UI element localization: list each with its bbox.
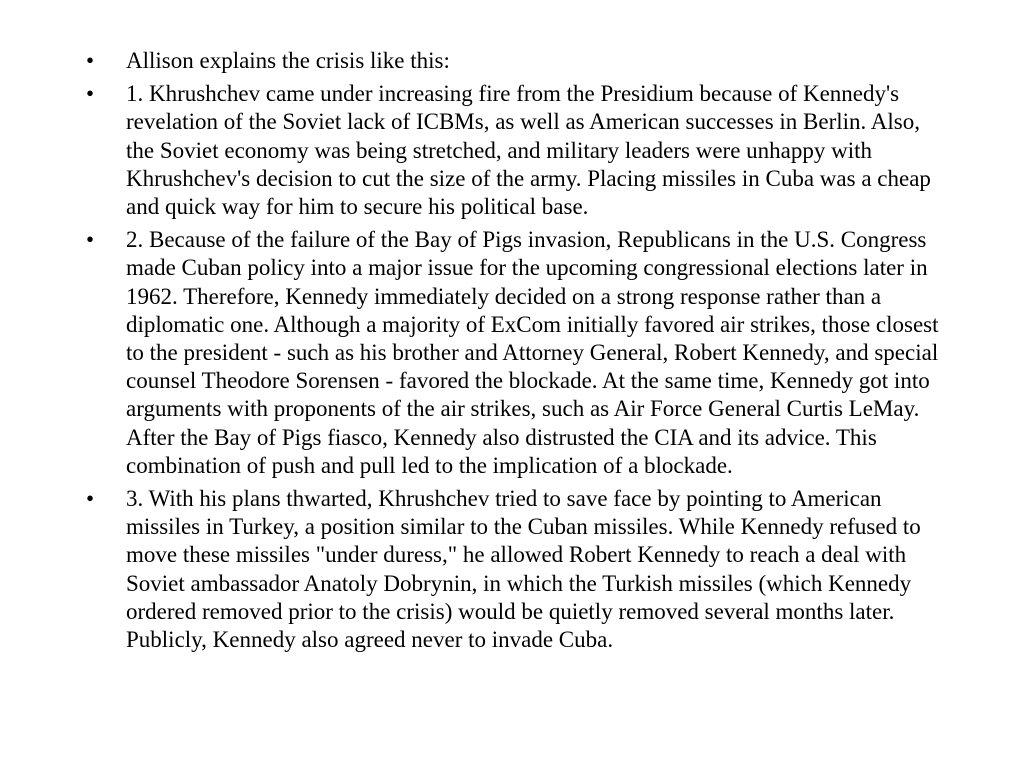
bullet-icon: • — [86, 227, 95, 253]
bullet-icon: • — [86, 81, 95, 107]
bullet-icon: • — [86, 48, 95, 73]
bullet-item-point-3 — [86, 485, 946, 654]
bullet-item-point-1 — [86, 80, 946, 221]
bullet-item-intro — [86, 47, 946, 75]
bullet-list — [86, 47, 946, 659]
bullet-text: Allison explains the crisis like this: — [126, 48, 450, 73]
bullet-text: 2. Because of the failure of the Bay of Pigs invasion, Republicans in the U.S. Congress made Cuban policy into a major issue for the upcoming congressional elections later in 1962. Therefore, Kennedy immediately decided on a strong response rather than a diplomatic one. Although a majority of ExCom initially favored air strikes, those closest to the president - such as his brother and Attorney General, Robert Kennedy, and special counsel Theodore Sorensen - favored the blockade. At the same time, Kennedy got into arguments with proponents of the air strikes, such as Air Force General Curtis LeMay. After the Bay of Pigs fiasco, Kennedy also distrusted the CIA and its advice. This combination of push and pull led to the implication of a blockade. — [126, 227, 939, 478]
bullet-icon: • — [86, 486, 95, 512]
bullet-text: 1. Khrushchev came under increasing fire from the Presidium because of Kennedy's revelation of the Soviet lack of ICBMs, as well as American successes in Berlin. Also, the Soviet economy was being stretched, and military leaders were unhappy with Khrushchev's decision to cut the size of the army. Placing missiles in Cuba was a cheap and quick way for him to secure his political base. — [126, 81, 931, 220]
bullet-item-point-2 — [86, 226, 946, 480]
bullet-text: 3. With his plans thwarted, Khrushchev tried to save face by pointing to American missiles in Turkey, a position similar to the Cuban missiles. While Kennedy refused to move these missiles "under duress," he allowed Robert Kennedy to reach a deal with Soviet ambassador Anatoly Dobrynin, in which the Turkish missiles (which Kennedy ordered removed prior to the crisis) would be quietly removed several months later. Publicly, Kennedy also agreed never to invade Cuba. — [126, 486, 921, 653]
